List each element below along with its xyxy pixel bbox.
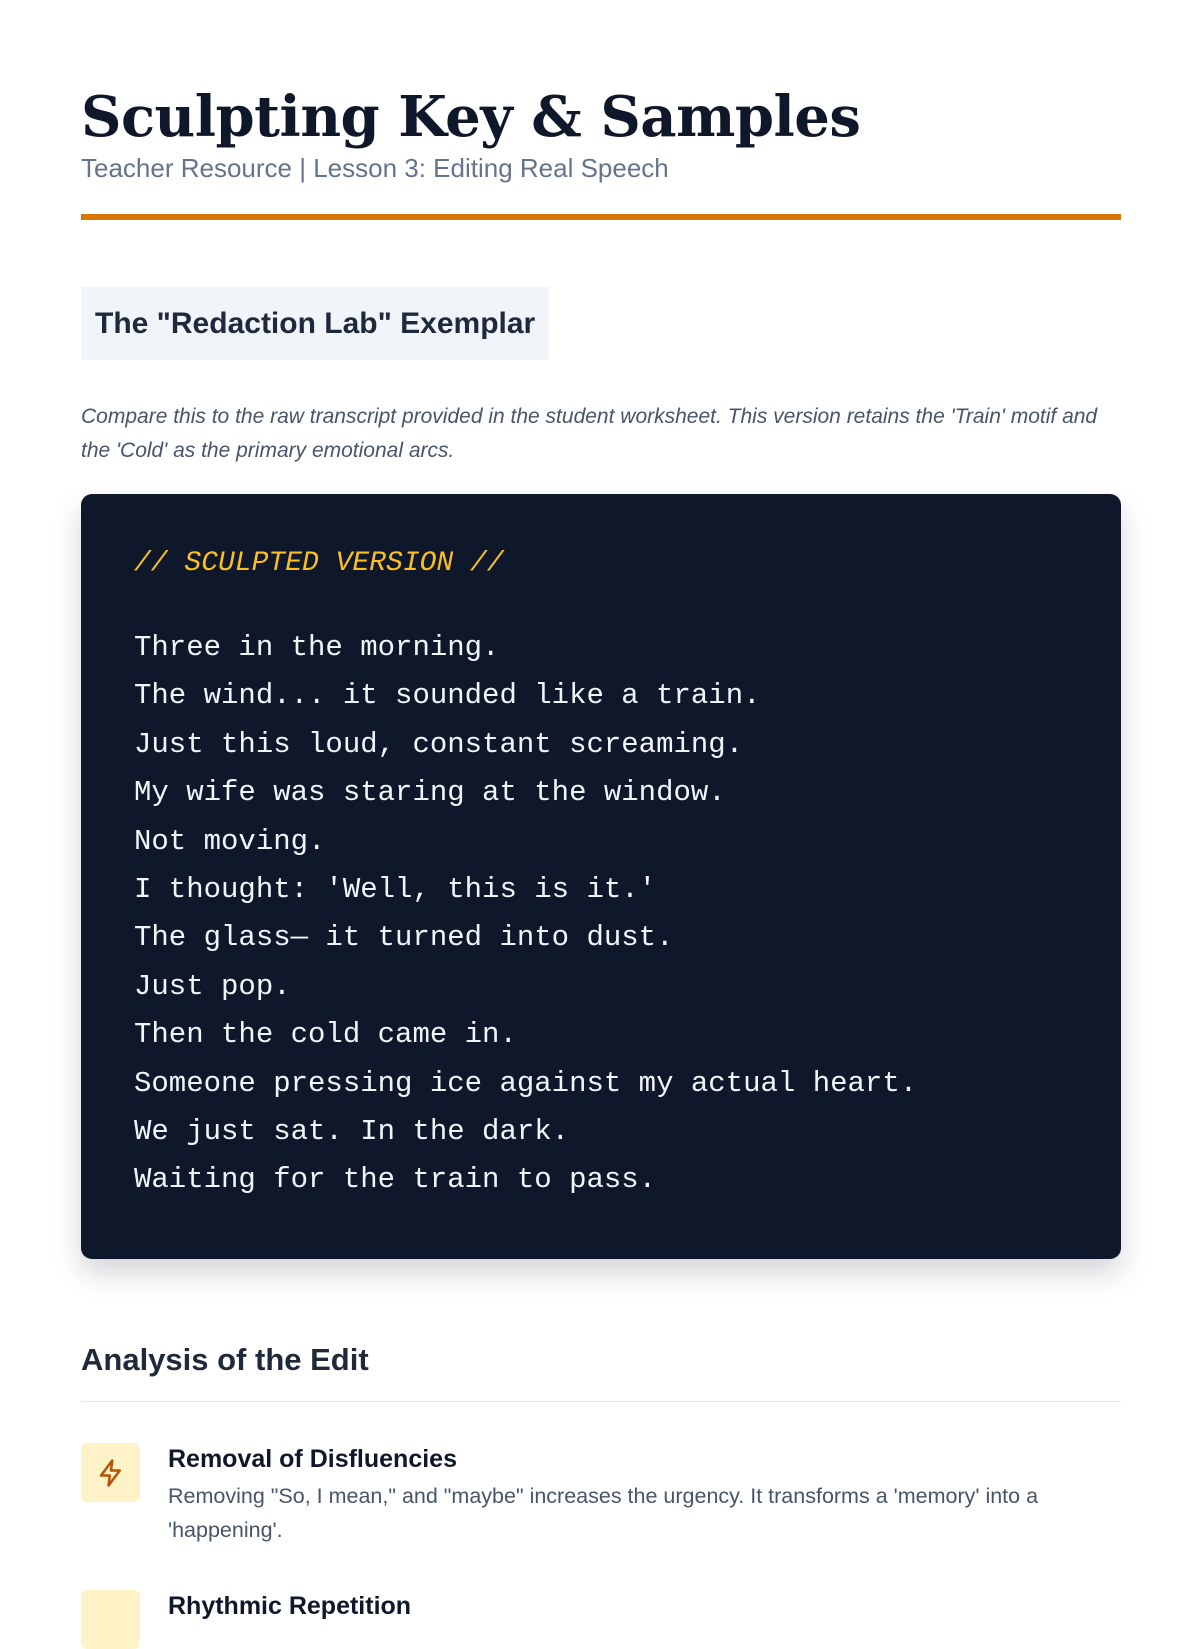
analysis-heading: Analysis of the Edit	[81, 1342, 369, 1377]
exemplar-section-header	[81, 287, 549, 360]
sculpted-lines	[134, 624, 1068, 1205]
sculpted-line: My wife was staring at the window.	[134, 776, 726, 810]
sculpted-line: The glass— it turned into dust.	[134, 921, 674, 955]
title-divider	[81, 214, 1121, 220]
analysis-item-text	[168, 1443, 1121, 1547]
exemplar-heading: The "Redaction Lab" Exemplar	[95, 306, 536, 340]
sculpted-line: Waiting for the train to pass.	[134, 1163, 657, 1197]
analysis-divider	[81, 1401, 1121, 1402]
sculpted-line: I thought: 'Well, this is it.'	[134, 873, 657, 907]
analysis-item-heading: Removal of Disfluencies	[168, 1445, 457, 1473]
sculpted-line: Someone pressing ice against my actual heart.	[134, 1066, 918, 1100]
sculpted-line: Just pop.	[134, 969, 291, 1003]
sculpted-line: Just this loud, constant screaming.	[134, 727, 744, 761]
sculpted-line: Not moving.	[134, 824, 326, 858]
sculpted-version-label: // SCULPTED VERSION //	[134, 548, 504, 579]
sculpted-line: We just sat. In the dark.	[134, 1115, 570, 1149]
sculpted-line: Three in the morning.	[134, 631, 500, 664]
sculpted-version-panel	[81, 494, 1121, 1259]
sculpted-line: Then the cold came in.	[134, 1018, 517, 1052]
page-subtitle: Teacher Resource | Lesson 3: Editing Real Speech	[81, 153, 669, 183]
sculpted-line: The wind... it sounded like a train.	[134, 679, 761, 713]
analysis-item-text	[168, 1590, 1121, 1622]
lightning-icon	[81, 1443, 140, 1502]
pattern-icon	[81, 1590, 140, 1649]
analysis-item-body: Removing "So, I mean," and "maybe" increases the urgency. It transforms a 'memory' into a 'happening'.	[168, 1484, 1039, 1542]
analysis-item-heading: Rhythmic Repetition	[168, 1592, 412, 1620]
exemplar-intro: Compare this to the raw transcript provided in the student worksheet. This version retains the 'Train' motif and the 'Cold' as the primary emotional arcs.	[81, 405, 1098, 462]
page-title: Sculpting Key & Samples	[81, 84, 861, 150]
